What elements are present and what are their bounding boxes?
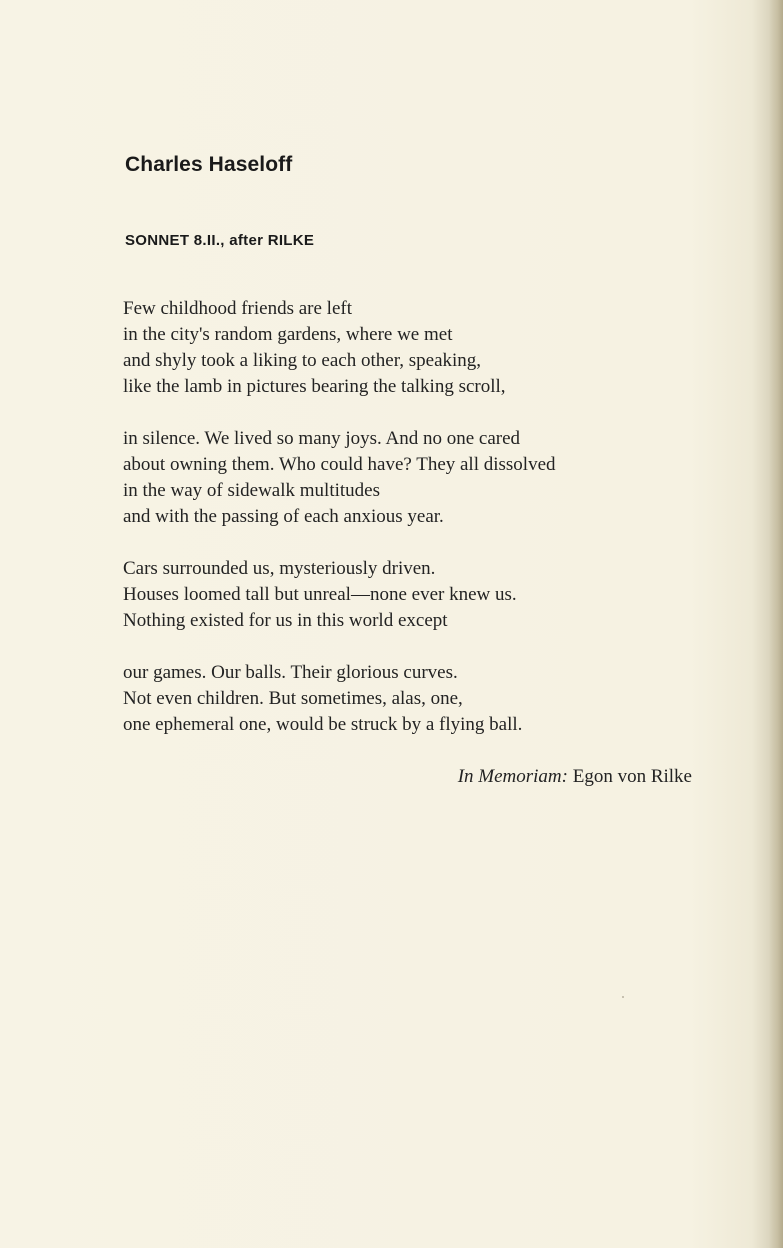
dedication-label: In Memoriam: — [457, 766, 568, 787]
author-name: Charles Haseloff — [125, 153, 293, 176]
poem-line: like the lamb in pictures bearing the talking scroll, — [123, 376, 506, 397]
poem-line: Cars surrounded us, mysteriously driven. — [123, 558, 436, 579]
poem-line: Nothing existed for us in this world except — [123, 610, 448, 631]
stanza-3 — [123, 556, 713, 634]
paper-speck — [622, 996, 624, 998]
poem-line: and with the passing of each anxious year. — [123, 506, 444, 527]
stanza-1 — [123, 296, 713, 400]
stanza-2 — [123, 426, 713, 530]
dedication-name: Egon von Rilke — [572, 766, 692, 787]
poem-line: our games. Our balls. Their glorious curves. — [123, 662, 458, 683]
poem-line: about owning them. Who could have? They all dissolved — [123, 454, 556, 475]
poem-line: Houses loomed tall but unreal—none ever knew us. — [123, 584, 517, 605]
poem-line: in the way of sidewalk multitudes — [123, 480, 380, 501]
poem-line: one ephemeral one, would be struck by a flying ball. — [123, 714, 523, 735]
poem-body — [123, 296, 713, 764]
poem-line: and shyly took a liking to each other, speaking, — [123, 350, 482, 371]
stanza-4 — [123, 660, 713, 738]
poem-line: Few childhood friends are left — [123, 298, 352, 319]
poem-line: in the city's random gardens, where we met — [123, 324, 453, 345]
poem-line: Not even children. But sometimes, alas, one, — [123, 688, 463, 709]
dedication — [458, 766, 692, 788]
poem-title: SONNET 8.II., after RILKE — [125, 232, 315, 249]
page-edge-shadow — [769, 0, 783, 1248]
poem-line: in silence. We lived so many joys. And no one cared — [123, 428, 521, 449]
